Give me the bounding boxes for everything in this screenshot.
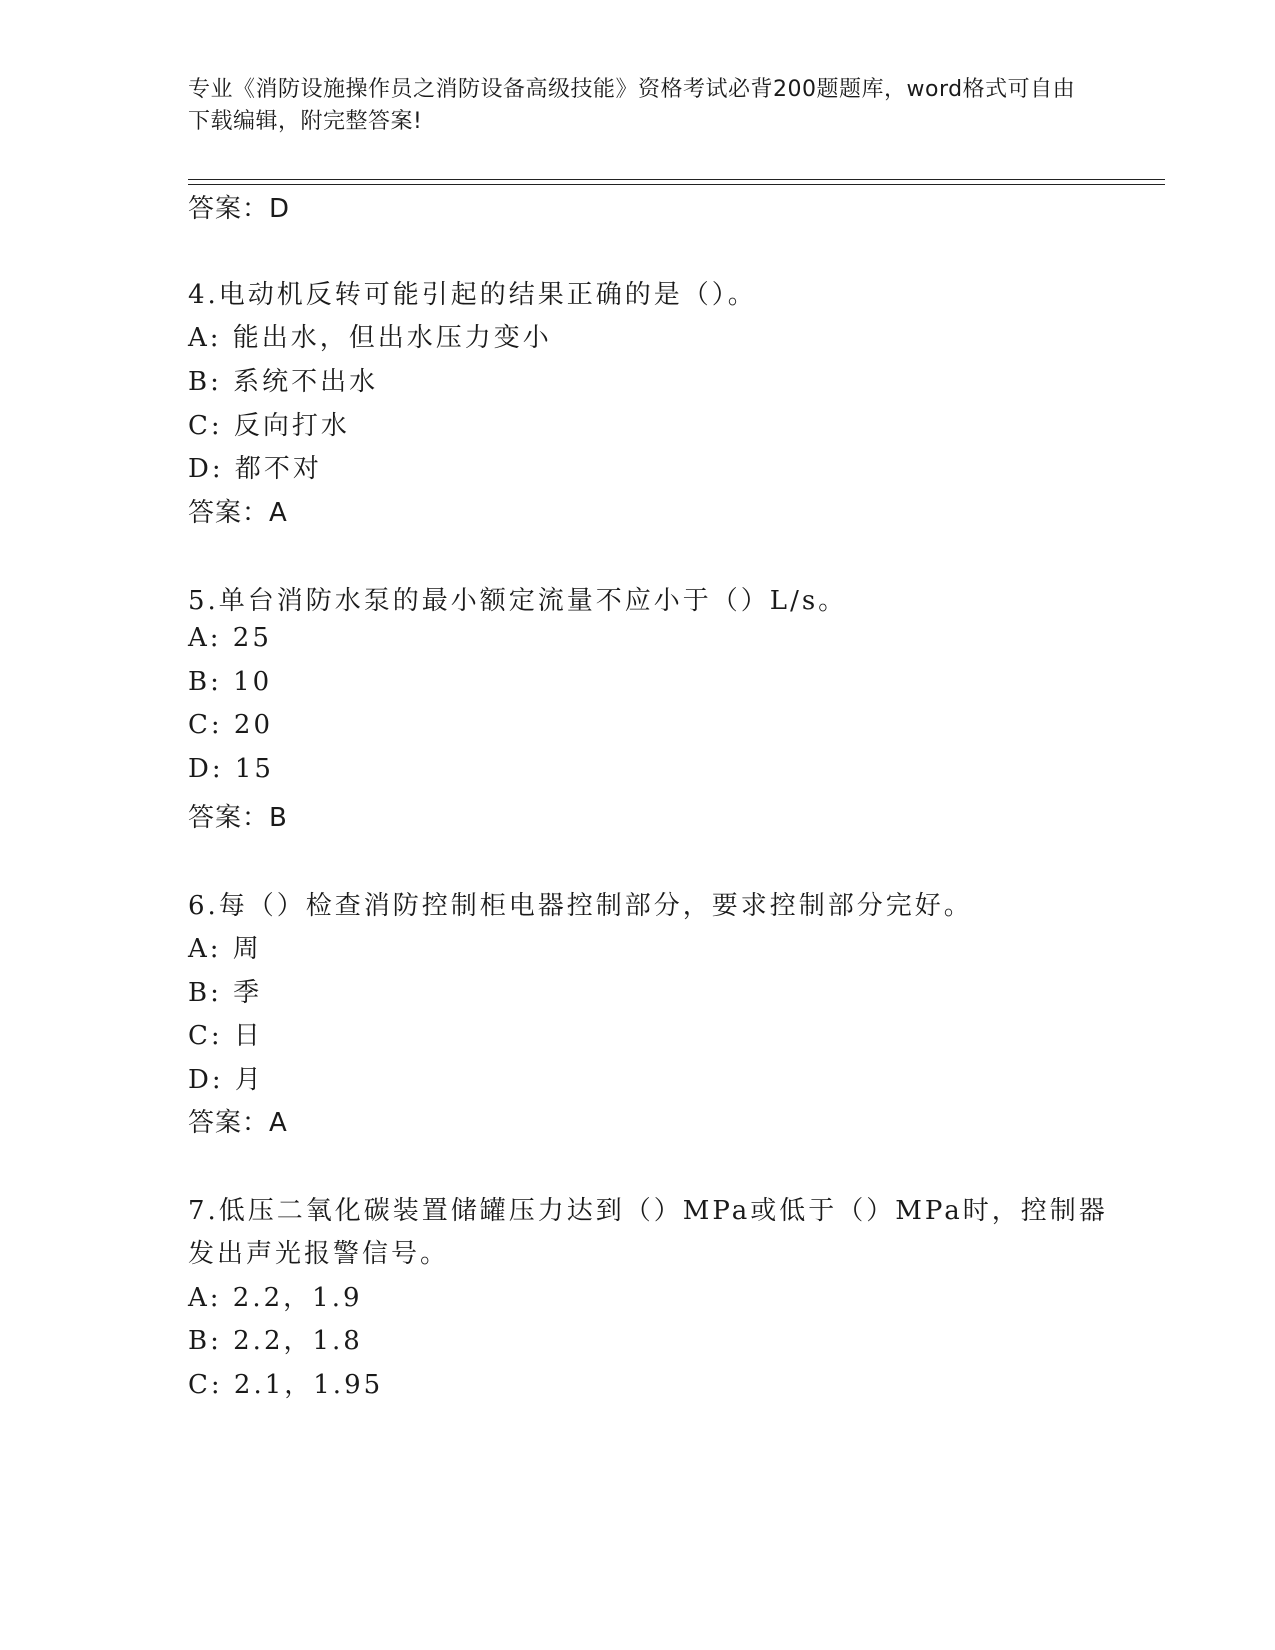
answer-previous: 答案：D bbox=[188, 194, 291, 224]
question-5-option-d: D: 15 bbox=[188, 754, 274, 784]
question-7-stem-line2: 发出声光报警信号。 bbox=[188, 1239, 450, 1269]
question-4-option-d: D: 都不对 bbox=[188, 454, 322, 484]
document-header: 专业《消防设施操作员之消防设备高级技能》资格考试必背200题题库，word格式可自由下载编辑，附完整答案! bbox=[188, 77, 1076, 134]
question-6-stem: 6.每（）检查消防控制柜电器控制部分，要求控制部分完好。 bbox=[188, 891, 973, 921]
header-divider-top bbox=[188, 179, 1165, 180]
question-7-stem-line1: 7.低压二氧化碳装置储罐压力达到（）MPa或低于（）MPa时，控制器 bbox=[188, 1196, 1108, 1226]
question-4-option-a: A: 能出水，但出水压力变小 bbox=[188, 323, 552, 353]
question-6-option-a: A: 周 bbox=[188, 934, 262, 964]
question-7-option-c: C: 2.1，1.95 bbox=[188, 1370, 384, 1400]
question-6-option-b: B: 季 bbox=[188, 978, 263, 1008]
question-6-option-d: D: 月 bbox=[188, 1065, 264, 1095]
question-7-option-b: B: 2.2，1.8 bbox=[188, 1326, 363, 1356]
question-5-option-a: A: 25 bbox=[188, 623, 272, 653]
question-5-option-c: C: 20 bbox=[188, 710, 274, 740]
question-6-answer: 答案：A bbox=[188, 1108, 288, 1138]
question-5-option-b: B: 10 bbox=[188, 667, 273, 697]
question-4-answer: 答案：A bbox=[188, 498, 288, 528]
question-5-answer: 答案：B bbox=[188, 803, 288, 833]
question-4-stem: 4.电动机反转可能引起的结果正确的是（）。 bbox=[188, 280, 757, 310]
question-4-option-b: B: 系统不出水 bbox=[188, 367, 379, 397]
header-divider-bottom bbox=[188, 184, 1165, 185]
question-4-option-c: C: 反向打水 bbox=[188, 411, 350, 441]
question-6-option-c: C: 日 bbox=[188, 1021, 263, 1051]
question-7-option-a: A: 2.2，1.9 bbox=[188, 1283, 363, 1313]
question-5-stem: 5.单台消防水泵的最小额定流量不应小于（）L/s。 bbox=[188, 586, 848, 616]
